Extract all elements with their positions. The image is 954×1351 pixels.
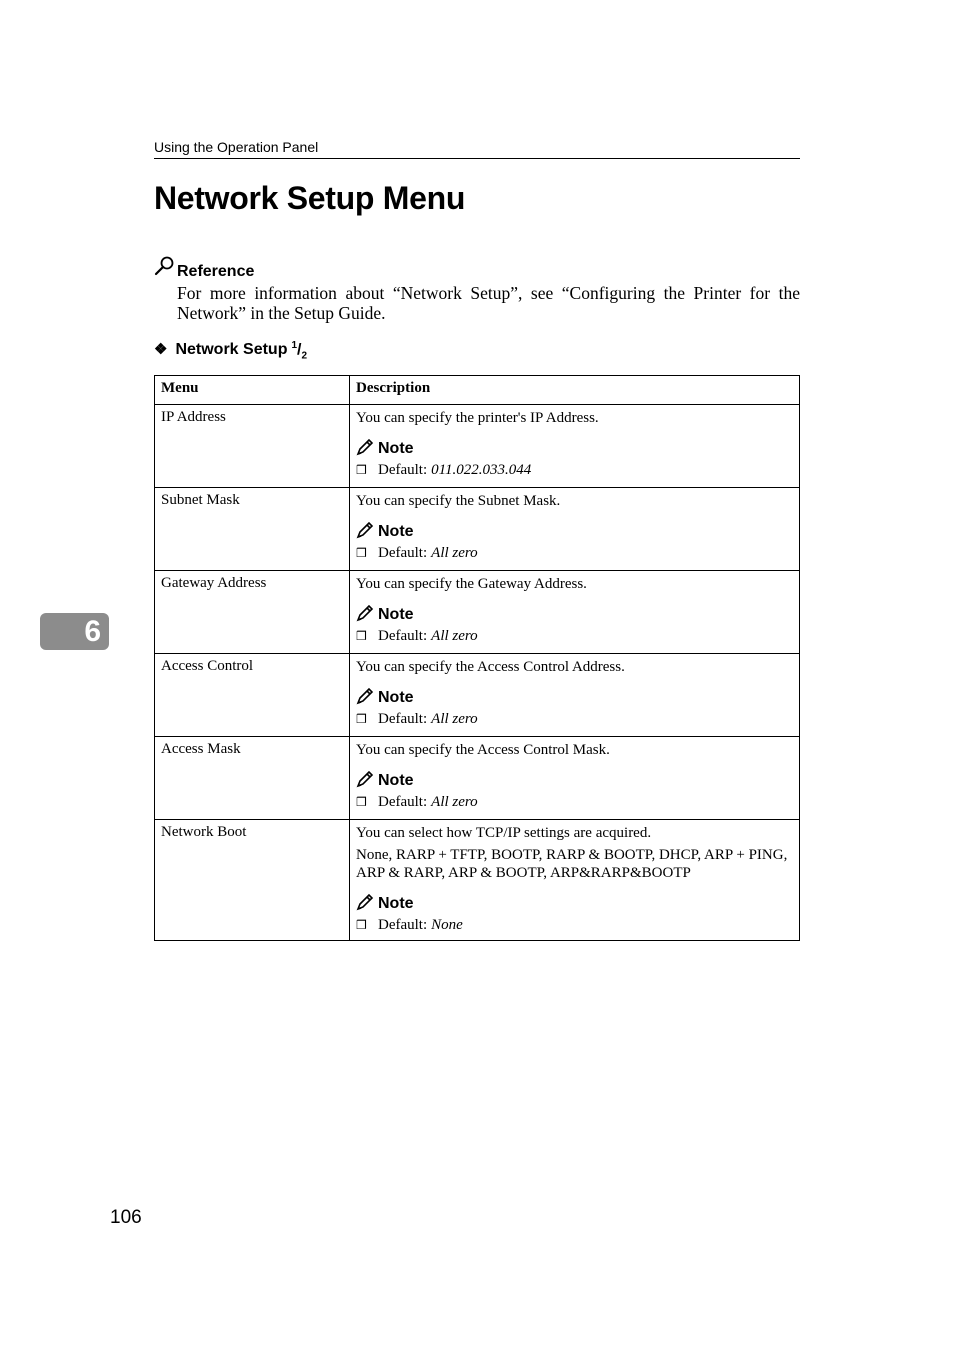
default-value: 011.022.033.044 <box>431 462 532 478</box>
page-number: 106 <box>110 1207 142 1228</box>
note-heading <box>356 522 793 542</box>
section-label: Network Setup <box>175 341 288 359</box>
description-text: You can specify the Access Control Mask. <box>356 742 610 758</box>
note-item <box>356 627 793 645</box>
note-heading <box>356 688 793 708</box>
menu-cell: IP Address <box>155 405 350 488</box>
checkbox-bullet-icon: ❒ <box>356 795 367 809</box>
default-value: All zero <box>431 545 478 561</box>
description-cell <box>350 571 800 654</box>
description-cell <box>350 405 800 488</box>
note-heading <box>356 894 793 914</box>
default-label: Default: <box>378 545 428 561</box>
header-description: Description <box>350 376 800 405</box>
pencil-icon <box>356 893 378 916</box>
table-row <box>155 488 800 571</box>
boot-options-text: None, RARP + TFTP, BOOTP, RARP & BOOTP, DHCP, ARP + PING, ARP & RARP, ARP & BOOTP, ARP&RARP&BOOTP <box>356 847 788 881</box>
pencil-icon <box>356 438 378 461</box>
pencil-icon <box>356 770 378 793</box>
pencil-icon <box>356 521 378 544</box>
checkbox-bullet-icon: ❒ <box>356 918 367 932</box>
fraction-numerator: 1 <box>291 340 298 351</box>
note-item <box>356 793 793 811</box>
default-value: None <box>431 917 463 933</box>
note-heading <box>356 605 793 625</box>
note-heading <box>356 439 793 459</box>
chapter-tab: 6 <box>40 613 109 650</box>
note-label: Note <box>378 523 414 540</box>
default-value: All zero <box>431 711 478 727</box>
default-label: Default: <box>378 794 428 810</box>
default-label: Default: <box>378 462 428 478</box>
note-item <box>356 710 793 728</box>
note-item <box>356 544 793 562</box>
fraction-denominator: 2 <box>301 350 308 362</box>
note-item <box>356 461 793 479</box>
description-text: You can specify the printer's IP Address. <box>356 410 599 426</box>
description-cell <box>350 488 800 571</box>
description-text: You can specify the Subnet Mask. <box>356 493 561 509</box>
default-label: Default: <box>378 917 428 933</box>
running-head: Using the Operation Panel <box>154 139 800 159</box>
default-value: All zero <box>431 794 478 810</box>
table-row <box>155 405 800 488</box>
note-label: Note <box>378 606 414 623</box>
default-label: Default: <box>378 711 428 727</box>
header-menu: Menu <box>155 376 350 405</box>
note-heading <box>356 771 793 791</box>
checkbox-bullet-icon: ❒ <box>356 546 367 560</box>
description-cell <box>350 654 800 737</box>
menu-cell: Gateway Address <box>155 571 350 654</box>
menu-cell: Access Control <box>155 654 350 737</box>
reference-heading <box>154 256 254 281</box>
menu-cell: Network Boot <box>155 820 350 941</box>
description-text: You can specify the Gateway Address. <box>356 576 587 592</box>
menu-cell: Subnet Mask <box>155 488 350 571</box>
note-label: Note <box>378 689 414 706</box>
magnifier-icon <box>154 256 177 281</box>
pencil-icon <box>356 604 378 627</box>
checkbox-bullet-icon: ❒ <box>356 463 367 477</box>
table-row <box>155 737 800 820</box>
menu-cell: Access Mask <box>155 737 350 820</box>
menu-table <box>154 375 800 941</box>
note-item <box>356 916 793 934</box>
reference-label: Reference <box>177 263 255 280</box>
note-label: Note <box>378 895 414 912</box>
table-row <box>155 571 800 654</box>
checkbox-bullet-icon: ❒ <box>356 712 367 726</box>
reference-text: For more information about “Network Setup”, see “Configuring the Printer for the Network” in the Setup Guide. <box>177 283 800 323</box>
note-label: Note <box>378 440 414 457</box>
description-text: You can select how TCP/IP settings are acquired. <box>356 825 652 841</box>
table-header-row <box>155 376 800 405</box>
diamond-bullet-icon: ❖ <box>154 341 168 359</box>
table-row <box>155 654 800 737</box>
note-label: Note <box>378 772 414 789</box>
section-page-fraction: $^1/_2$ <box>291 340 308 362</box>
page-title: Network Setup Menu <box>154 180 466 216</box>
pencil-icon <box>356 687 378 710</box>
description-cell <box>350 737 800 820</box>
default-label: Default: <box>378 628 428 644</box>
description-text: You can specify the Access Control Address. <box>356 659 625 675</box>
section-heading <box>154 340 307 362</box>
table-row <box>155 820 800 941</box>
description-cell <box>350 820 800 941</box>
default-value: All zero <box>431 628 478 644</box>
checkbox-bullet-icon: ❒ <box>356 629 367 643</box>
